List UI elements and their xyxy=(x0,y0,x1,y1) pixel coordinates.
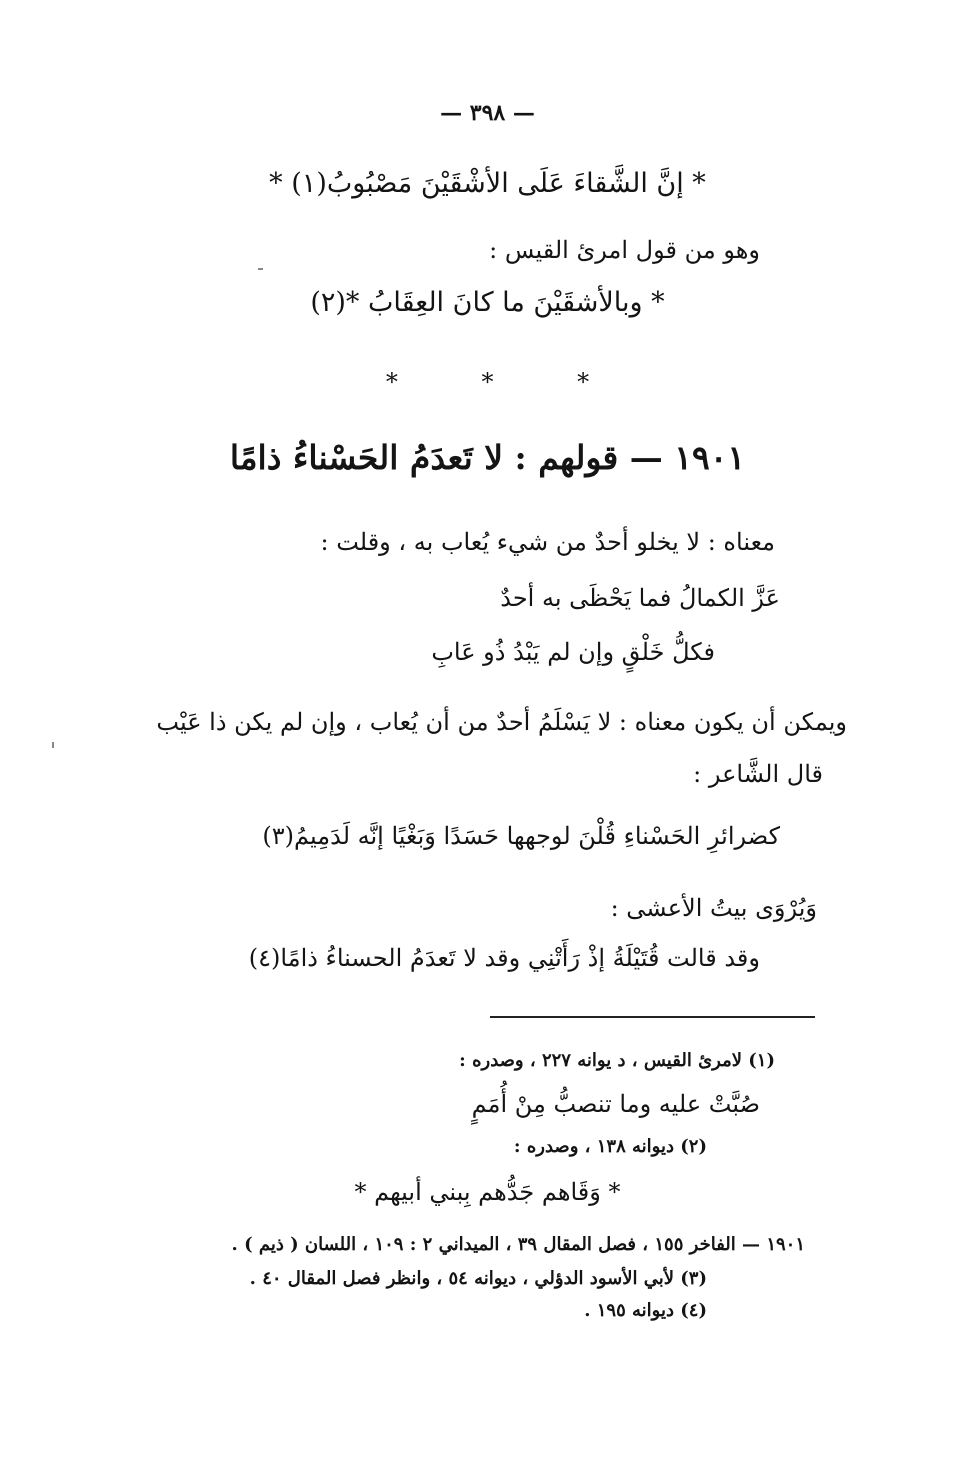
footnote-1: (١) لامرئ القيس ، د يوانه ٢٢٧ ، وصدره : xyxy=(459,1050,775,1071)
verse-line-3: * وبالأشقَيْنَ ما كانَ العِقَابُ *(٢) xyxy=(310,287,665,318)
verse-line-1: * إنَّ الشَّقاءَ عَلَى الأشْقَيْنَ مَصْبُوبُ(١) * xyxy=(269,168,706,199)
entry-heading: ١٩٠١ — قولهم : لا تَعدَمُ الحَسْناءُ ذامًا xyxy=(229,438,746,477)
poem-hemistich-2: فكلُّ خَلْقٍ وإن لم يَبْدُ ذُو عَابِ xyxy=(431,638,715,666)
footnote-4: (٣) لأبي الأسود الدؤلي ، ديوانه ٥٤ ، وانظر فصل المقال ٤٠ . xyxy=(249,1268,707,1289)
scan-speck xyxy=(258,268,263,270)
section-separator-stars: * * * xyxy=(385,368,628,396)
poem-hemistich-1: عَزَّ الكمالُ فما يَحْظَى به أحدٌ xyxy=(500,584,780,612)
footnote-separator xyxy=(490,1016,815,1018)
text-line-4: معناه : لا يخلو أحدٌ من شيء يُعاب به ، وقلت : xyxy=(320,528,775,556)
footnote-2-verse: * وَقَاهم جَدُّهم بِبني أبيهم * xyxy=(354,1178,621,1206)
scan-speck xyxy=(52,742,54,748)
footnote-5: (٤) ديوانه ١٩٥ . xyxy=(584,1300,707,1321)
footnote-3: ١٩٠١ — الفاخر ١٥٥ ، فصل المقال ٣٩ ، الميداني ٢ : ١٠٩ ، اللسان ( ذيم ) . xyxy=(231,1234,805,1255)
poem-line-11: وقد قالت قُتَيْلَةُ إذْ رَأَتْنِي وقد لا تَعدَمُ الحسناءُ ذامًا(٤) xyxy=(248,944,760,972)
text-line-10: وَيُرْوَى بيتُ الأعشى : xyxy=(610,894,817,922)
text-line-7: ويمكن أن يكون معناه : لا يَسْلَمُ أحدٌ من أن يُعاب ، وإن لم يكن ذا عَيْب xyxy=(156,708,847,736)
poem-line-9: كضرائرِ الحَسْناءِ قُلْنَ لوجهها حَسَدًا وَبَغْيًا إنَّه لَدَمِيمُ(٣) xyxy=(262,822,780,850)
text-line-2: وهو من قول امرئ القيس : xyxy=(489,236,760,264)
footnote-2: (٢) ديوانه ١٣٨ ، وصدره : xyxy=(513,1136,707,1157)
footnote-1-verse: صُبَّتْ عليه وما تنصبُّ مِنْ أُمَمٍ xyxy=(471,1090,760,1118)
text-line-8: قال الشَّاعر : xyxy=(693,760,823,788)
page-number: — ٣٩٨ — xyxy=(440,100,535,126)
